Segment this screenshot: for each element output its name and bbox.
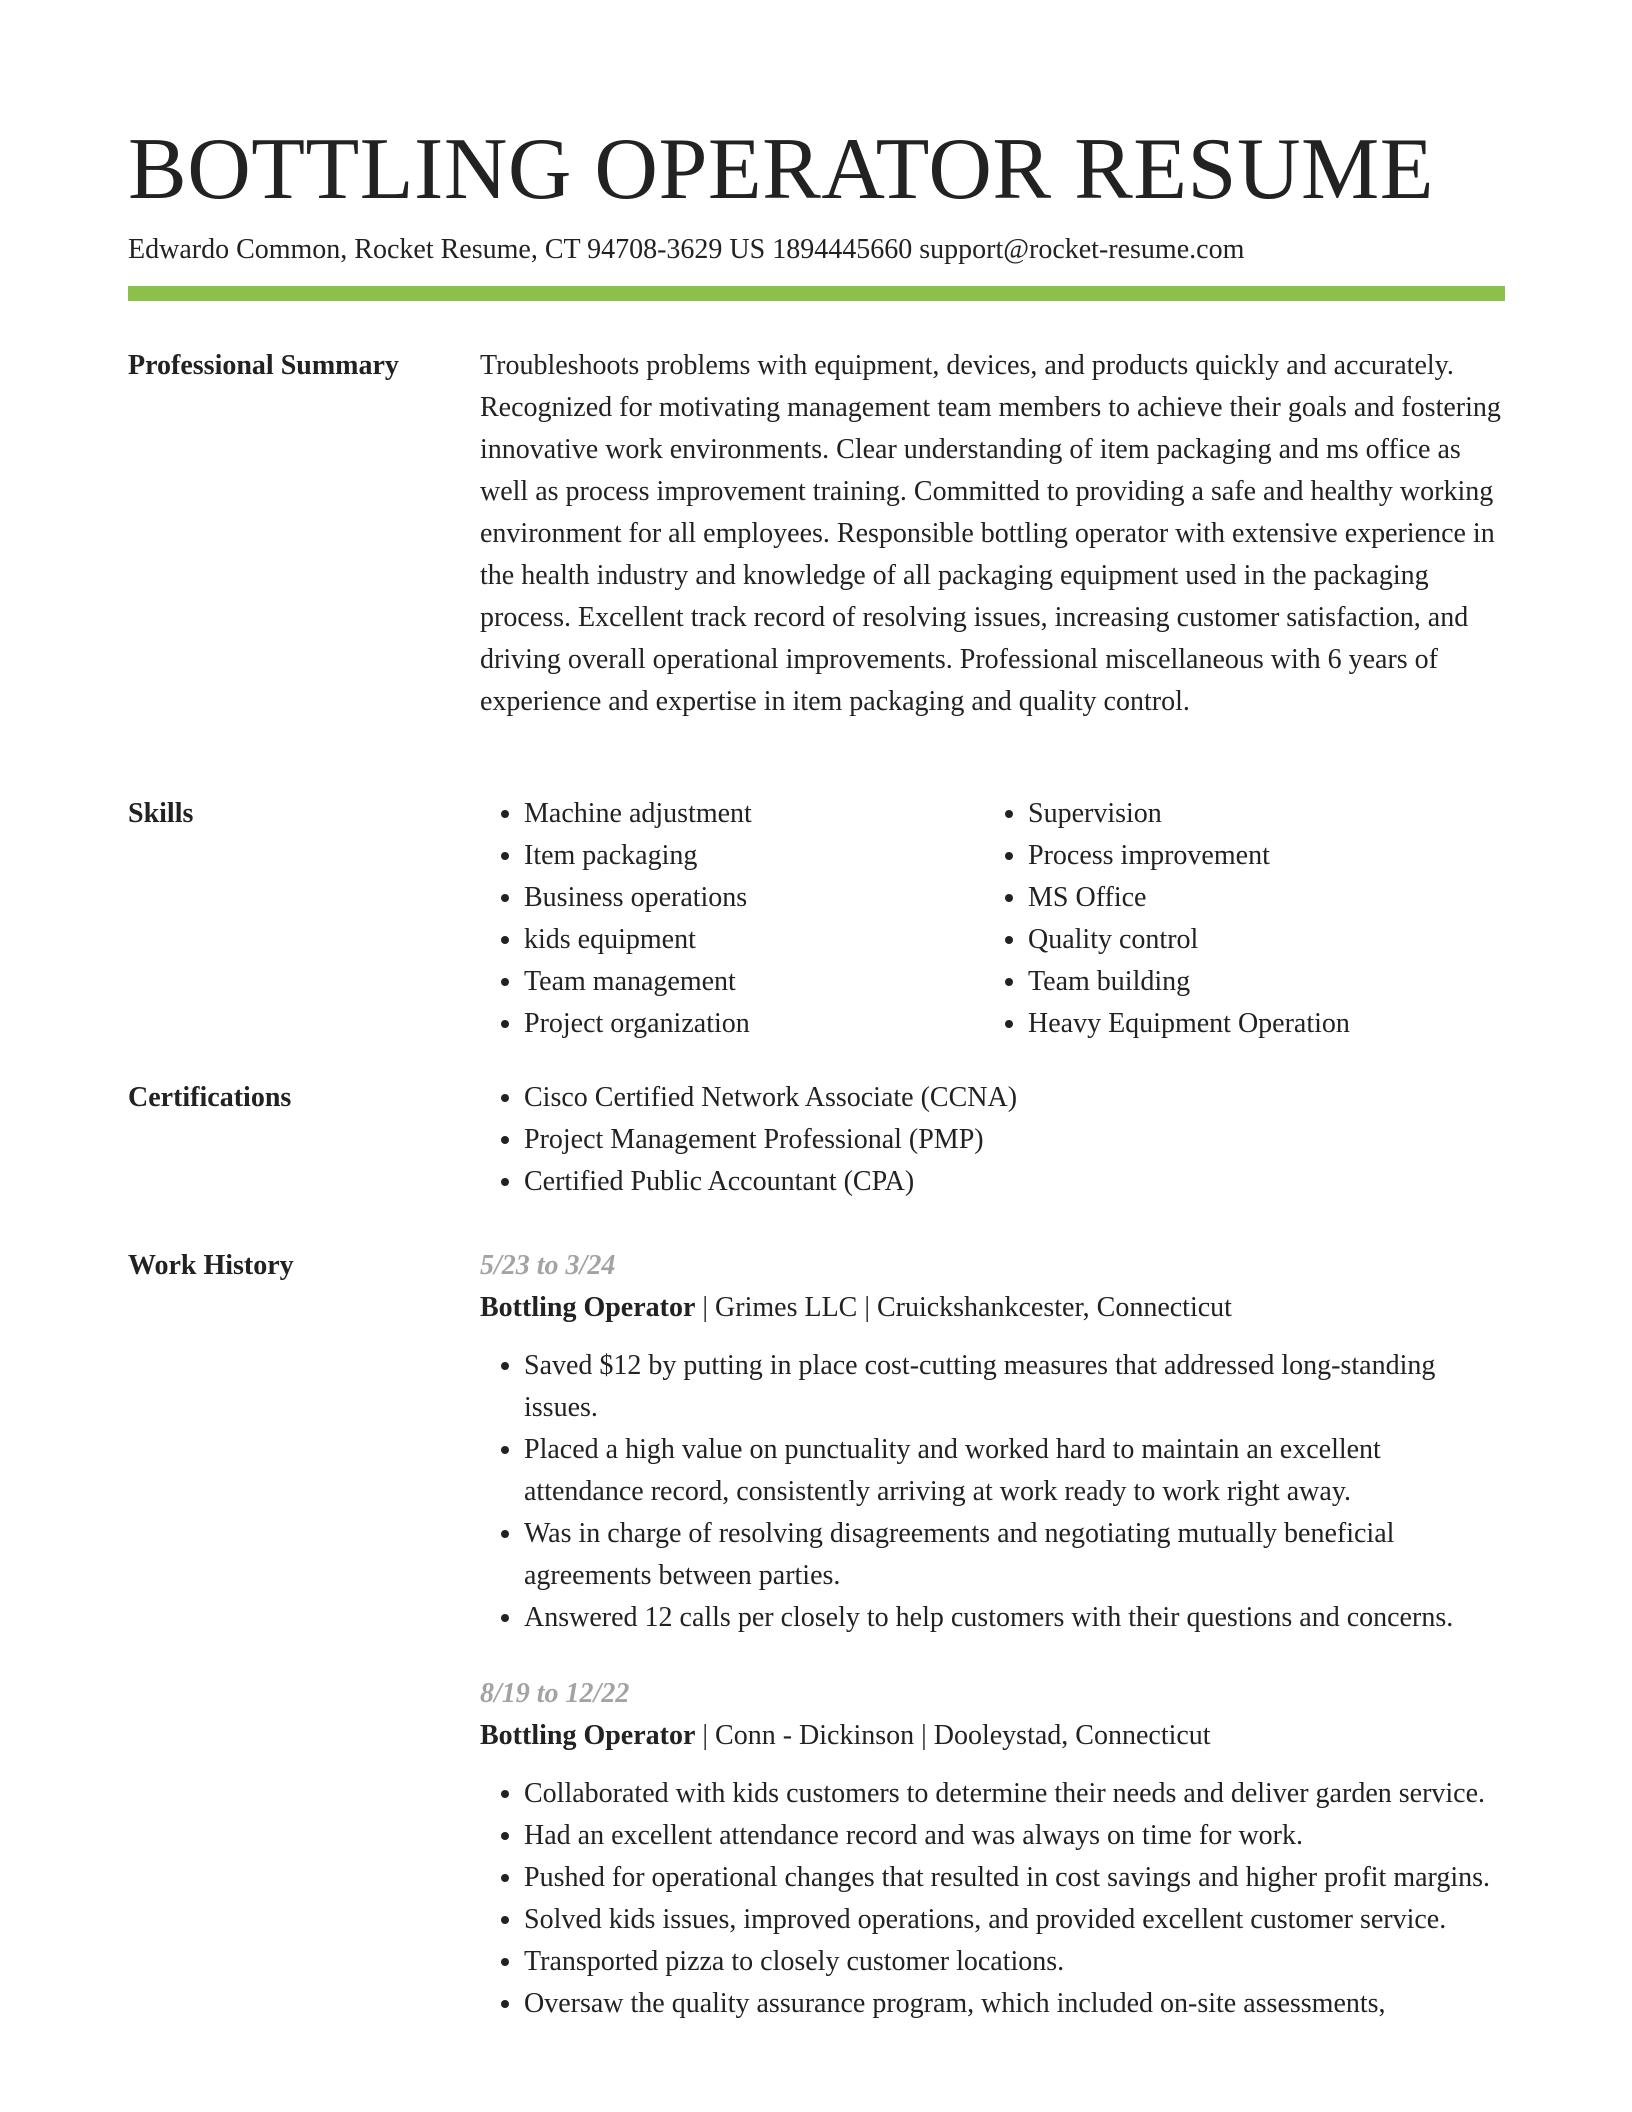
job-bullets	[480, 1345, 1505, 1639]
resume-title: BOTTLING OPERATOR RESUME	[128, 121, 1435, 218]
summary-body	[480, 345, 1505, 723]
work-history-label: Work History	[128, 1250, 294, 1281]
skills-body	[480, 793, 1505, 1045]
job-heading	[480, 1715, 1505, 1757]
job-bullet: • Pushed for operational changes that resulted in cost savings and higher profit margins.	[524, 1857, 1505, 1899]
summary-text: Troubleshoots problems with equipment, devices, and products quickly and accurately. Recognized for motivating management team members to achieve their goals and fostering innovative work environments. Clear understanding of item packaging and ms office as well as process improvement training. Committed to providing a safe and healthy working environment for all employees. Responsible bottling operator with extensive experience in the health industry and knowledge of all packaging equipment used in the packaging process. Excellent track record of resolving issues, increasing customer satisfaction, and driving overall operational improvements. Professional miscellaneous with 6 years of experience and expertise in item packaging and quality control.	[480, 350, 1501, 717]
skills-grid	[480, 793, 1505, 1045]
job-bullet: • Had an excellent attendance record and was always on time for work.	[524, 1815, 1505, 1857]
job-separator: |	[695, 1720, 716, 1751]
skill-item: • Machine adjustment	[524, 793, 984, 835]
skills-list-left	[480, 793, 984, 1045]
job-bullet: • Saved $12 by putting in place cost-cutting measures that addressed long-standing issues.	[524, 1345, 1505, 1429]
job-bullet: • Collaborated with kids customers to determine their needs and deliver garden service.	[524, 1773, 1505, 1815]
skill-item: • Team building	[1028, 961, 1488, 1003]
skills-list-right	[984, 793, 1488, 1045]
certification-item: • Cisco Certified Network Associate (CCNA)	[524, 1077, 1505, 1119]
job-bullet: • Answered 12 calls per closely to help customers with their questions and concerns.	[524, 1597, 1505, 1639]
job-entry	[480, 1245, 1505, 1639]
certification-item: • Certified Public Accountant (CPA)	[524, 1161, 1505, 1203]
contact-line: Edwardo Common, Rocket Resume, CT 94708-3629 US 1894445660 support@rocket-resume.com	[128, 234, 1245, 265]
job-entry	[480, 1673, 1505, 2025]
skill-item: • Team management	[524, 961, 984, 1003]
skill-item: • Heavy Equipment Operation	[1028, 1003, 1488, 1045]
work-history-body	[480, 1245, 1505, 2059]
job-bullet: • Solved kids issues, improved operations, and provided excellent customer service.	[524, 1899, 1505, 1941]
certifications-list	[480, 1077, 1505, 1203]
job-bullet: • Oversaw the quality assurance program, which included on-site assessments,	[524, 1983, 1505, 2025]
job-dates: 8/19 to 12/22	[480, 1678, 630, 1709]
job-location: Cruickshankcester, Connecticut	[876, 1292, 1232, 1323]
skill-item: • kids equipment	[524, 919, 984, 961]
job-heading	[480, 1287, 1505, 1329]
job-separator: |	[857, 1292, 877, 1323]
job-company: Conn - Dickinson	[715, 1720, 915, 1751]
skill-item: • Item packaging	[524, 835, 984, 877]
skill-item: • MS Office	[1028, 877, 1488, 919]
job-bullet: • Placed a high value on punctuality and worked hard to maintain an excellent attendance record, consistently arriving at work ready to work right away.	[524, 1429, 1505, 1513]
skill-item: • Business operations	[524, 877, 984, 919]
job-dates: 5/23 to 3/24	[480, 1250, 616, 1281]
job-title: Bottling Operator	[480, 1720, 696, 1751]
certification-item: • Project Management Professional (PMP)	[524, 1119, 1505, 1161]
job-separator: |	[695, 1292, 716, 1323]
skill-item: • Process improvement	[1028, 835, 1488, 877]
header-divider	[128, 286, 1505, 301]
skills-column-right	[984, 793, 1488, 1045]
certifications-body	[480, 1077, 1505, 1203]
job-bullet: • Transported pizza to closely customer locations.	[524, 1941, 1505, 1983]
job-title: Bottling Operator	[480, 1292, 696, 1323]
certifications-label: Certifications	[128, 1082, 292, 1113]
skills-column-left	[480, 793, 984, 1045]
job-separator: |	[914, 1720, 934, 1751]
job-location: Dooleystad, Connecticut	[933, 1720, 1211, 1751]
job-bullet: • Was in charge of resolving disagreements and negotiating mutually beneficial agreements between parties.	[524, 1513, 1505, 1597]
job-company: Grimes LLC	[715, 1292, 858, 1323]
skill-item: • Supervision	[1028, 793, 1488, 835]
skill-item: • Project organization	[524, 1003, 984, 1045]
job-bullets	[480, 1773, 1505, 2025]
skill-item: • Quality control	[1028, 919, 1488, 961]
skills-label: Skills	[128, 798, 194, 829]
summary-label: Professional Summary	[128, 350, 399, 381]
